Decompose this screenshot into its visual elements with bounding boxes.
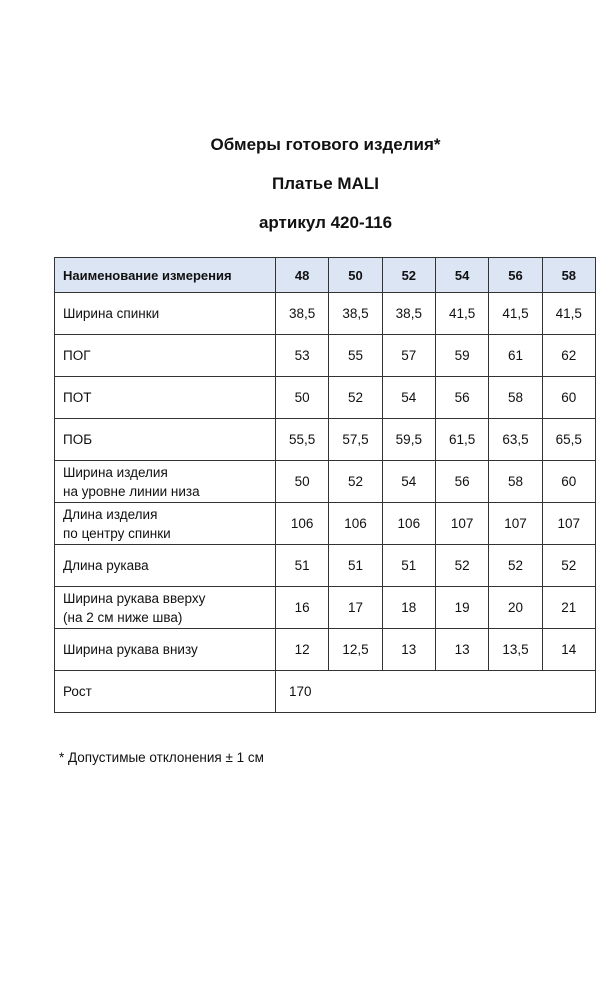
cell-value: 56 — [435, 461, 488, 503]
document-title: Обмеры готового изделия* — [210, 135, 441, 154]
size-chart-table — [54, 257, 596, 713]
cell-value: 41,5 — [435, 293, 488, 335]
cell-value: 18 — [382, 587, 435, 629]
cell-value: 56 — [435, 377, 488, 419]
cell-value: 65,5 — [542, 419, 595, 461]
cell-value: 14 — [542, 629, 595, 671]
table-row — [55, 545, 596, 587]
cell-value: 54 — [382, 461, 435, 503]
cell-value: 50 — [276, 461, 329, 503]
cell-value: 13,5 — [489, 629, 542, 671]
cell-value: 62 — [542, 335, 595, 377]
cell-value: 107 — [489, 503, 542, 545]
row-name-line: (на 2 см ниже шва) — [63, 609, 183, 625]
header-measurement-name: Наименование измерения — [55, 258, 276, 293]
cell-value: 17 — [329, 587, 382, 629]
cell-value: 38,5 — [382, 293, 435, 335]
row-name — [55, 629, 276, 671]
cell-value: 59 — [435, 335, 488, 377]
table-row — [55, 503, 596, 545]
cell-value: 20 — [489, 587, 542, 629]
cell-value: 63,5 — [489, 419, 542, 461]
cell-value: 21 — [542, 587, 595, 629]
table-row — [55, 293, 596, 335]
height-value: 170 — [276, 671, 596, 713]
row-name-line: Ширина рукава внизу — [63, 642, 198, 657]
row-name-line: Ширина рукава вверху — [63, 590, 206, 606]
cell-value: 52 — [329, 377, 382, 419]
cell-value: 51 — [382, 545, 435, 587]
cell-value: 55 — [329, 335, 382, 377]
row-name — [55, 545, 276, 587]
cell-value: 41,5 — [489, 293, 542, 335]
cell-value: 57 — [382, 335, 435, 377]
cell-value: 51 — [276, 545, 329, 587]
header-size: 48 — [276, 258, 329, 293]
cell-value: 106 — [382, 503, 435, 545]
cell-value: 59,5 — [382, 419, 435, 461]
cell-value: 52 — [489, 545, 542, 587]
table-row — [55, 587, 596, 629]
row-name-line: ПОГ — [63, 348, 91, 363]
table-row — [55, 419, 596, 461]
table-row — [55, 335, 596, 377]
row-name-line: Длина изделия — [63, 506, 158, 522]
cell-value: 61,5 — [435, 419, 488, 461]
header-size: 58 — [542, 258, 595, 293]
row-name — [55, 335, 276, 377]
header-size: 52 — [382, 258, 435, 293]
row-name: Рост — [55, 671, 276, 713]
cell-value: 52 — [329, 461, 382, 503]
cell-value: 12 — [276, 629, 329, 671]
row-name-line: ПОТ — [63, 390, 92, 405]
row-name-line: ПОБ — [63, 432, 93, 447]
row-name — [55, 377, 276, 419]
row-name-line: на уровне линии низа — [63, 483, 200, 499]
cell-value: 53 — [276, 335, 329, 377]
cell-value: 52 — [435, 545, 488, 587]
row-name — [55, 293, 276, 335]
row-name — [55, 587, 276, 629]
row-name — [55, 503, 276, 545]
row-name-line: по центру спинки — [63, 525, 171, 541]
table-row — [55, 461, 596, 503]
table-row-height — [55, 671, 596, 713]
cell-value: 41,5 — [542, 293, 595, 335]
cell-value: 54 — [382, 377, 435, 419]
cell-value: 106 — [276, 503, 329, 545]
row-name-line: Длина рукава — [63, 558, 149, 573]
row-name — [55, 419, 276, 461]
header-size: 56 — [489, 258, 542, 293]
cell-value: 52 — [542, 545, 595, 587]
table-row — [55, 377, 596, 419]
cell-value: 61 — [489, 335, 542, 377]
table-header-row — [55, 258, 596, 293]
table-body — [55, 293, 596, 713]
cell-value: 55,5 — [276, 419, 329, 461]
cell-value: 57,5 — [329, 419, 382, 461]
table-row — [55, 629, 596, 671]
cell-value: 13 — [435, 629, 488, 671]
cell-value: 38,5 — [329, 293, 382, 335]
cell-value: 58 — [489, 461, 542, 503]
cell-value: 106 — [329, 503, 382, 545]
header-size: 50 — [329, 258, 382, 293]
cell-value: 19 — [435, 587, 488, 629]
article-number: артикул 420-116 — [258, 213, 393, 232]
cell-value: 58 — [489, 377, 542, 419]
row-name-line: Ширина спинки — [63, 306, 160, 321]
header-size: 54 — [435, 258, 488, 293]
cell-value: 107 — [542, 503, 595, 545]
cell-value: 16 — [276, 587, 329, 629]
cell-value: 50 — [276, 377, 329, 419]
cell-value: 51 — [329, 545, 382, 587]
cell-value: 60 — [542, 377, 595, 419]
cell-value: 38,5 — [276, 293, 329, 335]
cell-value: 107 — [435, 503, 488, 545]
row-name-line: Ширина изделия — [63, 464, 168, 480]
cell-value: 13 — [382, 629, 435, 671]
row-name — [55, 461, 276, 503]
cell-value: 12,5 — [329, 629, 382, 671]
product-name: Платье MALI — [272, 174, 379, 193]
footnote: * Допустимые отклонения ± 1 см — [59, 750, 264, 765]
cell-value: 60 — [542, 461, 595, 503]
